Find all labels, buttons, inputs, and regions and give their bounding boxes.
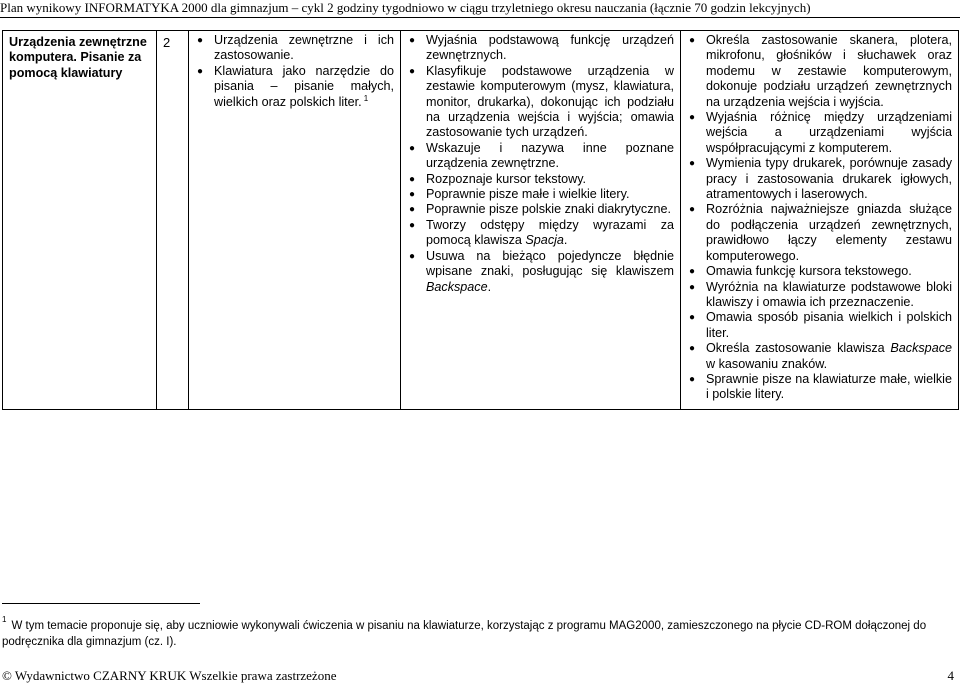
list-item: ● Omawia funkcję kursora tekstowego. — [687, 264, 952, 279]
list-item: ● Urządzenia zewnętrzne i ich zastosowanie. — [195, 33, 394, 64]
basic-requirements-list — [407, 33, 674, 295]
content-cell — [189, 31, 401, 410]
list-item: ● Wyjaśnia podstawową funkcję urządzeń zewnętrznych. — [407, 33, 674, 64]
content-list — [195, 33, 394, 111]
page-footer — [0, 668, 958, 684]
list-item: ● Omawia sposób pisania wielkich i polskich liter. — [687, 310, 952, 341]
list-item: ● Poprawnie pisze małe i wielkie litery. — [407, 187, 674, 202]
list-item: ● Sprawnie pisze na klawiaturze małe, wielkie i polskie litery. — [687, 372, 952, 403]
extended-requirements-list — [687, 33, 952, 403]
page-number: 4 — [947, 668, 954, 683]
header-rule — [0, 17, 960, 18]
list-item: ● Wyjaśnia różnicę między urządzeniami wejścia a urządzeniami wyjścia współpracującymi z komputerem. — [687, 110, 952, 156]
list-item: ● Rozpoznaje kursor tekstowy. — [407, 172, 674, 187]
list-item: ● Wskazuje i nazywa inne poznane urządzenia zewnętrzne. — [407, 141, 674, 172]
list-item: ● Poprawnie pisze polskie znaki diakrytyczne. — [407, 202, 674, 217]
copyright-notice: © Wydawnictwo CZARNY KRUK Wszelkie prawa zastrzeżone — [2, 668, 337, 683]
footnote-rule — [2, 603, 200, 604]
extended-requirements-cell — [681, 31, 959, 410]
list-item: ● Tworzy odstępy między wyrazami za pomocą klawisza Spacja. — [407, 218, 674, 249]
hours-cell — [157, 31, 189, 410]
list-item: ● Określa zastosowanie klawisza Backspace w kasowaniu znaków. — [687, 341, 952, 372]
basic-requirements-cell — [401, 31, 681, 410]
table-row — [3, 31, 959, 410]
footnote-text: W tym temacie proponuje się, aby uczniowie wykonywali ćwiczenia w pisaniu na klawiaturze, korzystając z programu MAG2000, zamieszczonego na płycie CD-ROM dołączonej do podręcznika dla gimnazjum (cz. I). — [2, 619, 927, 648]
list-item: ● Wymienia typy drukarek, porównuje zasady pracy i zastosowania drukarek igłowych, atramentowych i laserowych. — [687, 156, 952, 202]
footnote — [2, 614, 958, 650]
list-item: ● Wyróżnia na klawiaturze podstawowe bloki klawiszy i omawia ich przeznaczenie. — [687, 280, 952, 311]
list-item: ● Określa zastosowanie skanera, plotera, mikrofonu, głośników i słuchawek oraz modemu w zestawie komputerowym, dokonuje podziału urządzeń zewnętrznych na urządzenia wejścia i wyjścia. — [687, 33, 952, 110]
topic-title: Urządzenia zewnętrzne komputera. Pisanie za pomocą klawiatury — [9, 35, 147, 80]
hours-value: 2 — [163, 35, 171, 50]
list-item: ● Klasyfikuje podstawowe urządzenia w zestawie komputerowym (mysz, klawiatura, monitor, drukarka), dokonując ich podziału na urządzenia wejścia i wyjścia; omawia zastosowanie tych urządzeń. — [407, 64, 674, 141]
list-item: ● Rozróżnia najważniejsze gniazda służące do podłączenia urządzeń zewnętrznych, prawidłowo łączy elementy zestawu komputerowego. — [687, 202, 952, 264]
curriculum-table — [2, 30, 959, 410]
list-item: ● Usuwa na bieżąco pojedyncze błędnie wpisane znaki, posługując się klawiszem Backspace. — [407, 249, 674, 295]
topic-cell — [3, 31, 157, 410]
list-item: ● Klawiatura jako narzędzie do pisania – pisanie małych, wielkich oraz polskich liter. $^1$ — [195, 64, 394, 111]
footnote-reference: 1 — [363, 93, 369, 103]
footnote-number: 1 — [2, 615, 7, 624]
page-header: Plan wynikowy INFORMATYKA 2000 dla gimnazjum – cykl 2 godziny tygodniowo w ciągu trzyletniego okresu nauczania (łącznie 70 godzin lekcyjnych) — [0, 0, 811, 15]
